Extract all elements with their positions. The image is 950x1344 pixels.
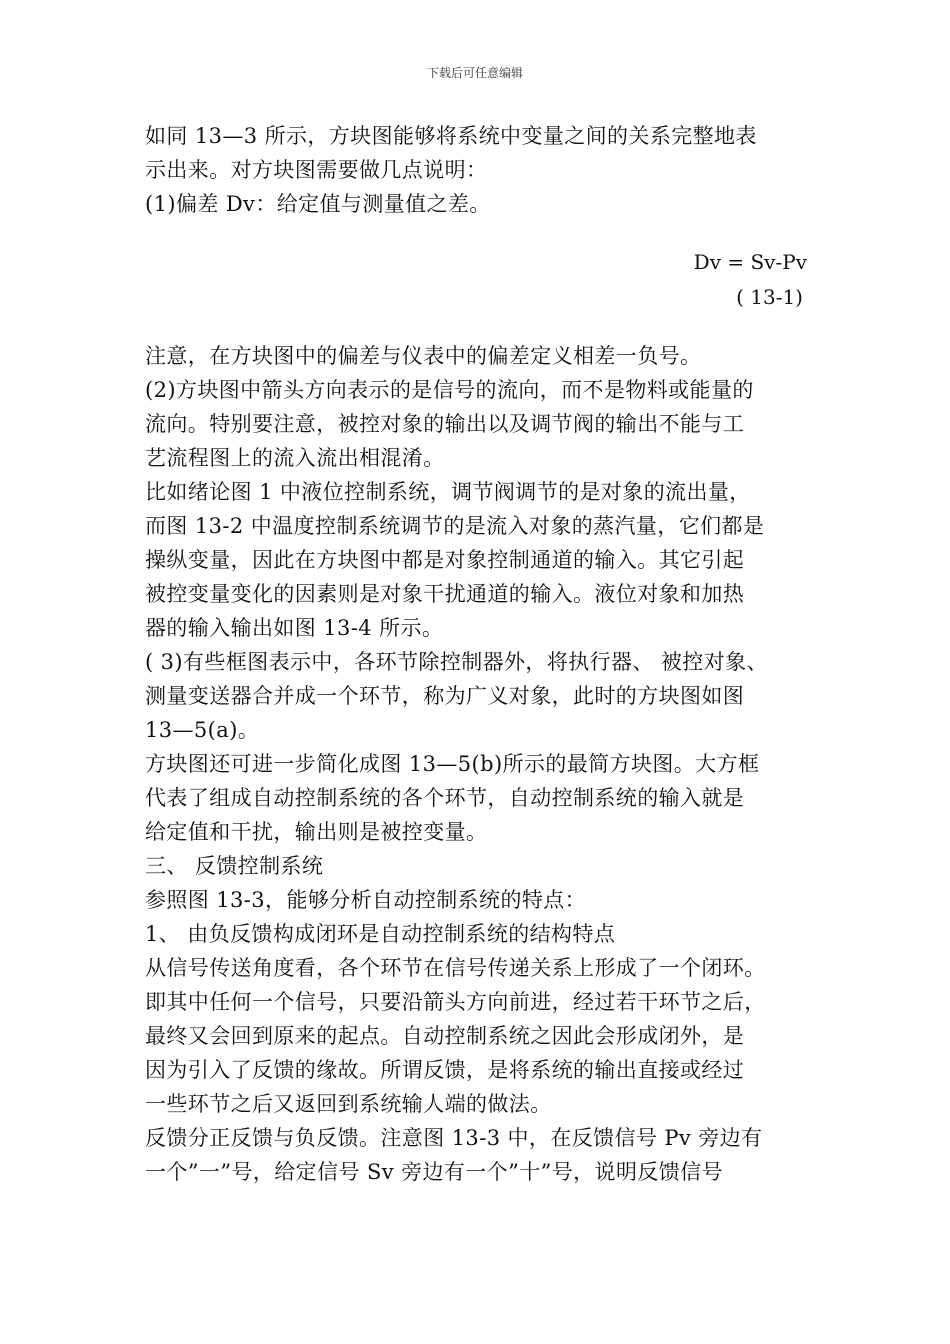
text-line: 示出来。对方块图需要做几点说明： <box>145 158 488 182</box>
text-line: 器的输入输出如图 13-4 所示。 <box>145 616 444 640</box>
text-line: 给定值和干扰，输出则是被控变量。 <box>145 820 488 844</box>
text-line: 而图 13-2 中温度控制系统调节的是流入对象的蒸汽量，它们都是 <box>145 514 765 538</box>
text-line: 代表了组成自动控制系统的各个环节，自动控制系统的输入就是 <box>145 786 745 810</box>
text-line: 即其中任何一个信号，只要沿箭头方向前进，经过若干环节之后， <box>145 990 766 1014</box>
text-line: 方块图还可进一步简化成图 13—5(b)所示的最简方块图。大方框 <box>145 752 760 776</box>
text-line: 如同 13—3 所示，方块图能够将系统中变量之间的关系完整地表 <box>145 124 757 148</box>
paragraph-main <box>145 339 815 1189</box>
page-header: 下载后可任意编辑 <box>426 66 523 80</box>
text-line: 艺流程图上的流入流出相混淆。 <box>145 446 445 470</box>
text-line: 操纵变量，因此在方块图中都是对象控制通道的输入。其它引起 <box>145 548 745 572</box>
subsection-heading: 1、 由负反馈构成闭环是自动控制系统的结构特点 <box>145 922 616 946</box>
text-line: 流向。特别要注意，被控对象的输出以及调节阀的输出不能与工 <box>145 412 745 436</box>
text-line: 因为引入了反馈的缘故。所谓反馈，是将系统的输出直接或经过 <box>145 1058 745 1082</box>
text-line: 最终又会回到原来的起点。自动控制系统之因此会形成闭外，是 <box>145 1024 745 1048</box>
text-line: 参照图 13-3，能够分析自动控制系统的特点： <box>145 888 587 912</box>
text-line: 一些环节之后又返回到系统输人端的做法。 <box>145 1092 552 1116</box>
text-line: 比如绪论图 1 中液位控制系统，调节阀调节的是对象的流出量， <box>145 480 751 504</box>
text-line: 注意，在方块图中的偏差与仪表中的偏差定义相差一负号。 <box>145 344 702 368</box>
text-line: (1)偏差 Dv：给定值与测量值之差。 <box>145 192 491 216</box>
text-line: 13—5(a)。 <box>145 718 260 742</box>
text-line: (2)方块图中箭头方向表示的是信号的流向，而不是物料或能量的 <box>145 378 754 402</box>
text-line: ( 3)有些框图表示中，各环节除控制器外，将执行器、 被控对象、 <box>145 650 768 674</box>
text-line: 一个”一”号，给定信号 Sv 旁边有一个”十”号，说明反馈信号 <box>145 1160 723 1184</box>
section-heading: 三、 反馈控制系统 <box>145 854 324 878</box>
equation-formula: Dv = Sv-Pv <box>693 250 807 274</box>
text-line: 测量变送器合并成一个环节，称为广义对象，此时的方块图如图 <box>145 684 745 708</box>
paragraph-intro <box>145 119 815 221</box>
equation-number: ( 13-1) <box>736 285 803 309</box>
text-line: 被控变量变化的因素则是对象干扰通道的输入。液位对象和加热 <box>145 582 745 606</box>
text-line: 从信号传送角度看，各个环节在信号传递关系上形成了一个闭环。 <box>145 956 766 980</box>
text-line: 反馈分正反馈与负反馈。注意图 13-3 中，在反馈信号 Pv 旁边有 <box>145 1126 763 1150</box>
